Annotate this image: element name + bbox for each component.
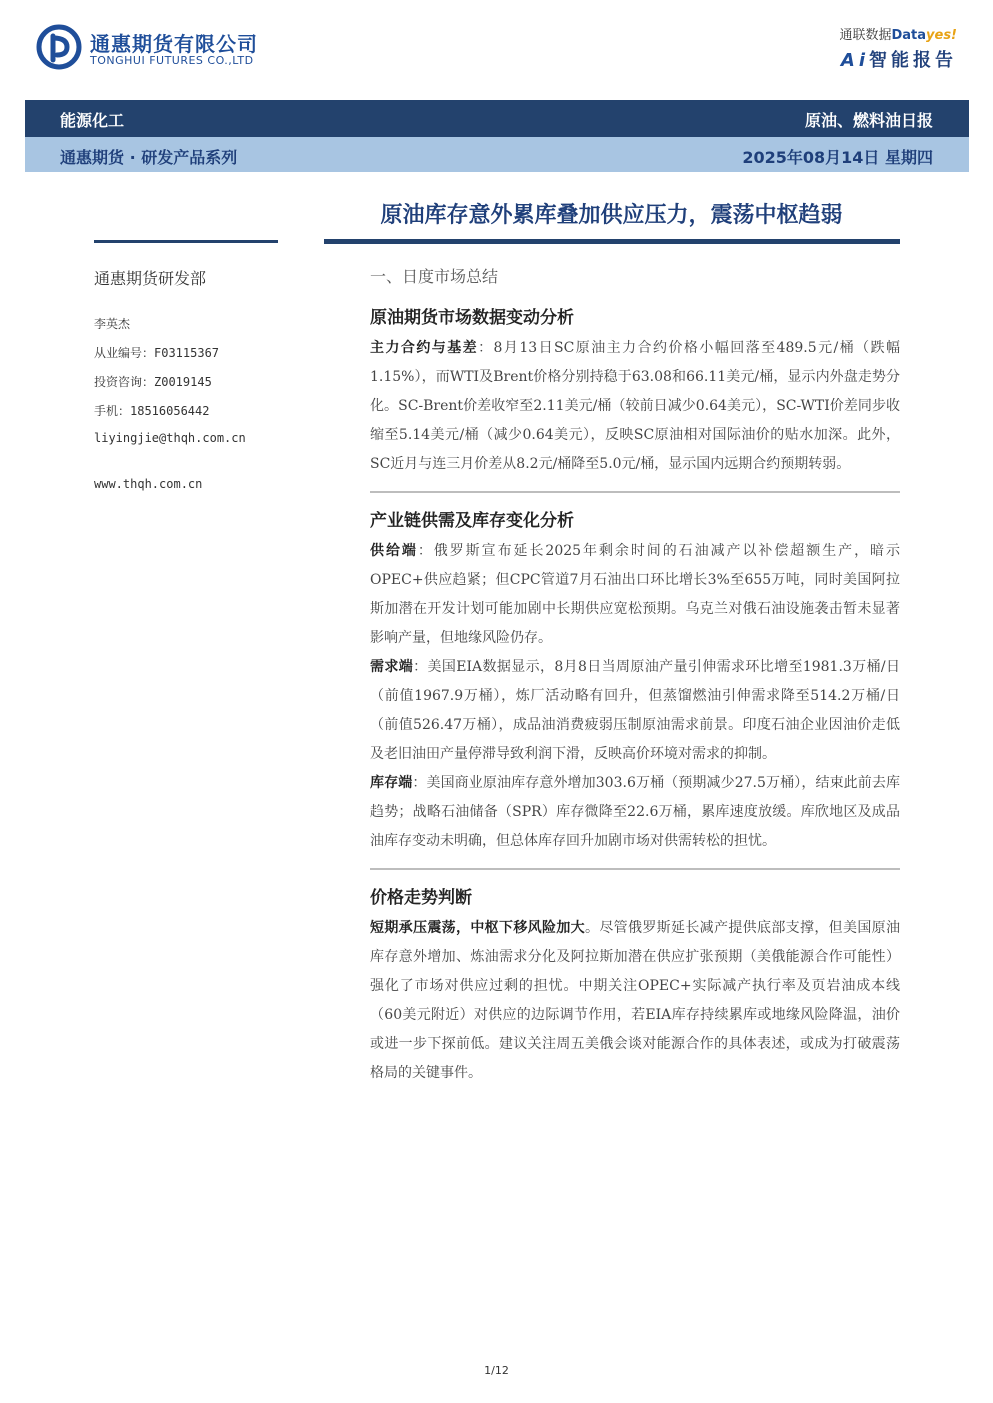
title-divider <box>324 239 900 244</box>
series-bar <box>25 137 969 172</box>
paragraph-text: ：8月13日SC原油主力合约价格小幅回落至489.5元/桶（跌幅1.15%），而WTI及Brent价格分别持稳于63.08和66.11美元/桶，显示内外盘走势分化。SC-Brent价差收窄至2.11美元/桶（较前日减少0.64美元），SC-WTI价差同步收缩至5.14美元/桶（减少0.64美元），反映SC原油相对国际油价的贴水加深。此外，SC近月与连三月价差从8.2元/桶降至5.0元/桶，显示国内远期合约预期转弱。 <box>370 340 901 472</box>
author-sidebar <box>94 266 294 503</box>
report-content <box>370 264 900 1088</box>
inventory-paragraph <box>370 769 900 856</box>
report-title: 原油库存意外累库叠加供应压力，震荡中枢趋弱 <box>380 203 843 228</box>
company-name-cn: 通惠期货有限公司 <box>90 32 258 56</box>
price-outlook-heading: 价格走势判断 <box>370 888 472 908</box>
paragraph-label: 库存端 <box>370 775 413 791</box>
license-number: 从业编号：F03115367 <box>94 346 220 360</box>
category-bar <box>25 100 969 137</box>
section-separator <box>370 868 900 870</box>
author-name: 李英杰 <box>94 317 131 331</box>
sidebar-divider <box>94 240 278 243</box>
partner-logo <box>839 24 957 43</box>
futures-analysis-paragraph <box>370 334 900 479</box>
price-outlook-paragraph <box>370 914 900 1088</box>
partner-brand: Data <box>891 28 927 43</box>
category-label: 能源化工 <box>60 111 125 130</box>
company-name-en: TONGHUI FUTURES CO.,LTD <box>90 54 254 67</box>
email-link[interactable]: liyingjie@thqh.com.cn <box>94 431 246 445</box>
website-link[interactable]: www.thqh.com.cn <box>94 477 203 491</box>
paragraph-text: 。尽管俄罗斯延长减产提供底部支撑，但美国原油库存意外增加、炼油需求分化及阿拉斯加潜在供应扩张预期（美俄能源合作可能性）强化了市场对供应过剩的担忧。中期关注OPEC+实际减产执行率及页岩油成本线（60美元附近）对供应的边际调节作用，若EIA库存持续累库或地缘风险降温，油价或进一步下探前低。建议关注周五美俄会谈对能源合作的具体表述，或成为打破震荡格局的关键事件。 <box>370 920 900 1081</box>
paragraph-label: 需求端 <box>370 659 414 675</box>
partner-tagline: 智能报告 <box>869 50 957 71</box>
page-number: 1/12 <box>484 1364 509 1377</box>
paragraph-text: ：美国商业原油库存意外增加303.6万桶（预期减少27.5万桶），结束此前去库趋势；战略石油储备（SPR）库存微降至22.6万桶，累库速度放缓。库欣地区及成品油库存变动未明确，但总体库存回升加剧市场对供需转松的担忧。 <box>370 775 901 849</box>
series-label: 通惠期货 · 研发产品系列 <box>60 148 238 167</box>
supply-demand-heading: 产业链供需及库存变化分析 <box>370 511 574 531</box>
paragraph-text: ：美国EIA数据显示，8月8日当周原油产量引伸需求环比增至1981.3万桶/日（前值1967.9万桶），炼厂活动略有回升，但蒸馏燃油引伸需求降至514.2万桶/日（前值526.47万桶），成品油消费疲弱压制原油需求前景。印度石油企业因油价走低及老旧油田产量停滞导致利润下滑，反映高价环境对需求的抑制。 <box>370 659 900 762</box>
paragraph-text: ：俄罗斯宣布延长2025年剩余时间的石油减产以补偿超额生产，暗示OPEC+供应趋紧；但CPC管道7月石油出口环比增长3%至655万吨，同时美国阿拉斯加潜在开发计划可能加剧中长期供应宽松预期。乌克兰对俄石油设施袭击暂未显著影响产量，但地缘风险仍存。 <box>370 543 900 646</box>
section-title: 一、日度市场总结 <box>370 267 499 286</box>
paragraph-label: 主力合约与基差 <box>370 340 479 356</box>
paragraph-label: 短期承压震荡，中枢下移风险加大 <box>370 920 585 936</box>
department-name: 通惠期货研发部 <box>94 269 207 288</box>
demand-paragraph <box>370 653 900 769</box>
company-logo-icon <box>36 24 82 70</box>
advisory-number: 投资咨询：Z0019145 <box>94 375 212 389</box>
partner-prefix: 通联数据 <box>839 28 892 43</box>
paragraph-label: 供给端 <box>370 543 418 559</box>
futures-analysis-heading: 原油期货市场数据变动分析 <box>370 308 574 328</box>
section-separator <box>370 491 900 493</box>
phone-number: 手机：18516056442 <box>94 404 210 418</box>
partner-ai: Ai <box>840 50 869 71</box>
supply-paragraph <box>370 537 900 653</box>
partner-brand-suffix: yes! <box>926 28 957 43</box>
report-date: 2025年08月14日 星期四 <box>742 148 933 167</box>
report-type-label: 原油、燃料油日报 <box>804 111 933 130</box>
partner-tagline-row <box>841 46 957 72</box>
